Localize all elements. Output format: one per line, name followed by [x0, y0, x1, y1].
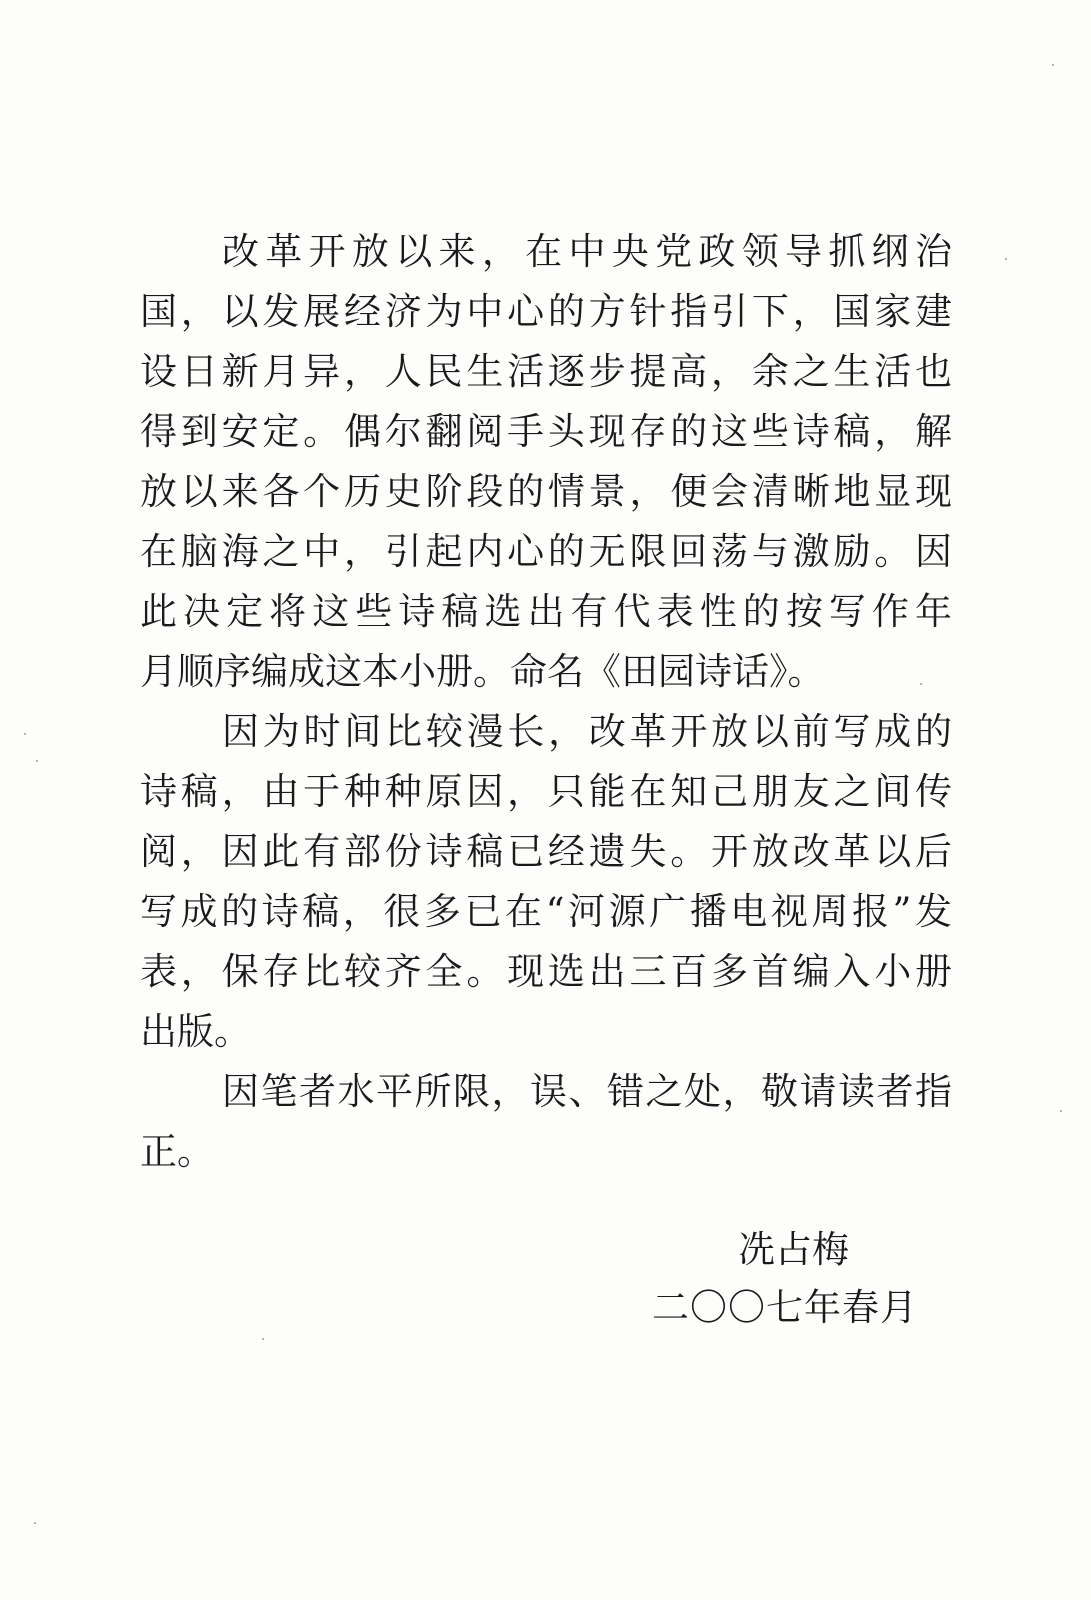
author-signature: 冼占梅 — [738, 1228, 849, 1271]
paragraph-3 — [140, 1062, 952, 1182]
text-line: 在脑海之中，引起内心的无限回荡与激励。因 — [140, 530, 952, 573]
text-line: 阅，因此有部份诗稿已经遗失。开放改革以后 — [140, 830, 952, 873]
text-line: 设日新月异，人民生活逐步提高，余之生活也 — [140, 350, 952, 393]
paragraph-1 — [140, 222, 952, 702]
text-line: 放以来各个历史阶段的情景，便会清晰地显现 — [140, 470, 952, 513]
text-line: 写成的诗稿，很多已在“河源广播电视周报”发 — [140, 890, 952, 933]
text-line: 正。 — [140, 1130, 214, 1173]
scan-speck — [1005, 258, 1007, 260]
text-line: 改革开放以来，在中央党政领导抓纲治 — [222, 230, 952, 273]
text-line: 月顺序编成这本小册。命名《田园诗话》。 — [140, 650, 825, 693]
scan-speck — [36, 760, 38, 762]
scan-speck — [920, 683, 922, 685]
scan-speck — [1052, 64, 1054, 66]
scan-speck — [1060, 1110, 1062, 1112]
text-line: 此决定将这些诗稿选出有代表性的按写作年 — [140, 590, 952, 633]
text-line: 国，以发展经济为中心的方针指引下，国家建 — [140, 290, 952, 333]
scan-speck — [262, 1338, 264, 1340]
preface-body — [140, 222, 952, 1182]
text-line: 因笔者水平所限，误、错之处，敬请读者指 — [222, 1070, 952, 1113]
text-line: 表，保存比较齐全。现选出三百多首编入小册 — [140, 950, 952, 993]
signature-date: 二〇〇七年春月 — [652, 1286, 918, 1329]
scan-speck — [24, 733, 26, 735]
paragraph-2 — [140, 702, 952, 1062]
text-line: 诗稿，由于种种原因，只能在知己朋友之间传 — [140, 770, 952, 813]
scan-speck — [34, 1522, 36, 1524]
text-line: 出版。 — [140, 1010, 251, 1053]
text-line: 得到安定。偶尔翻阅手头现存的这些诗稿，解 — [140, 410, 952, 453]
text-line: 因为时间比较漫长，改革开放以前写成的 — [222, 710, 952, 753]
